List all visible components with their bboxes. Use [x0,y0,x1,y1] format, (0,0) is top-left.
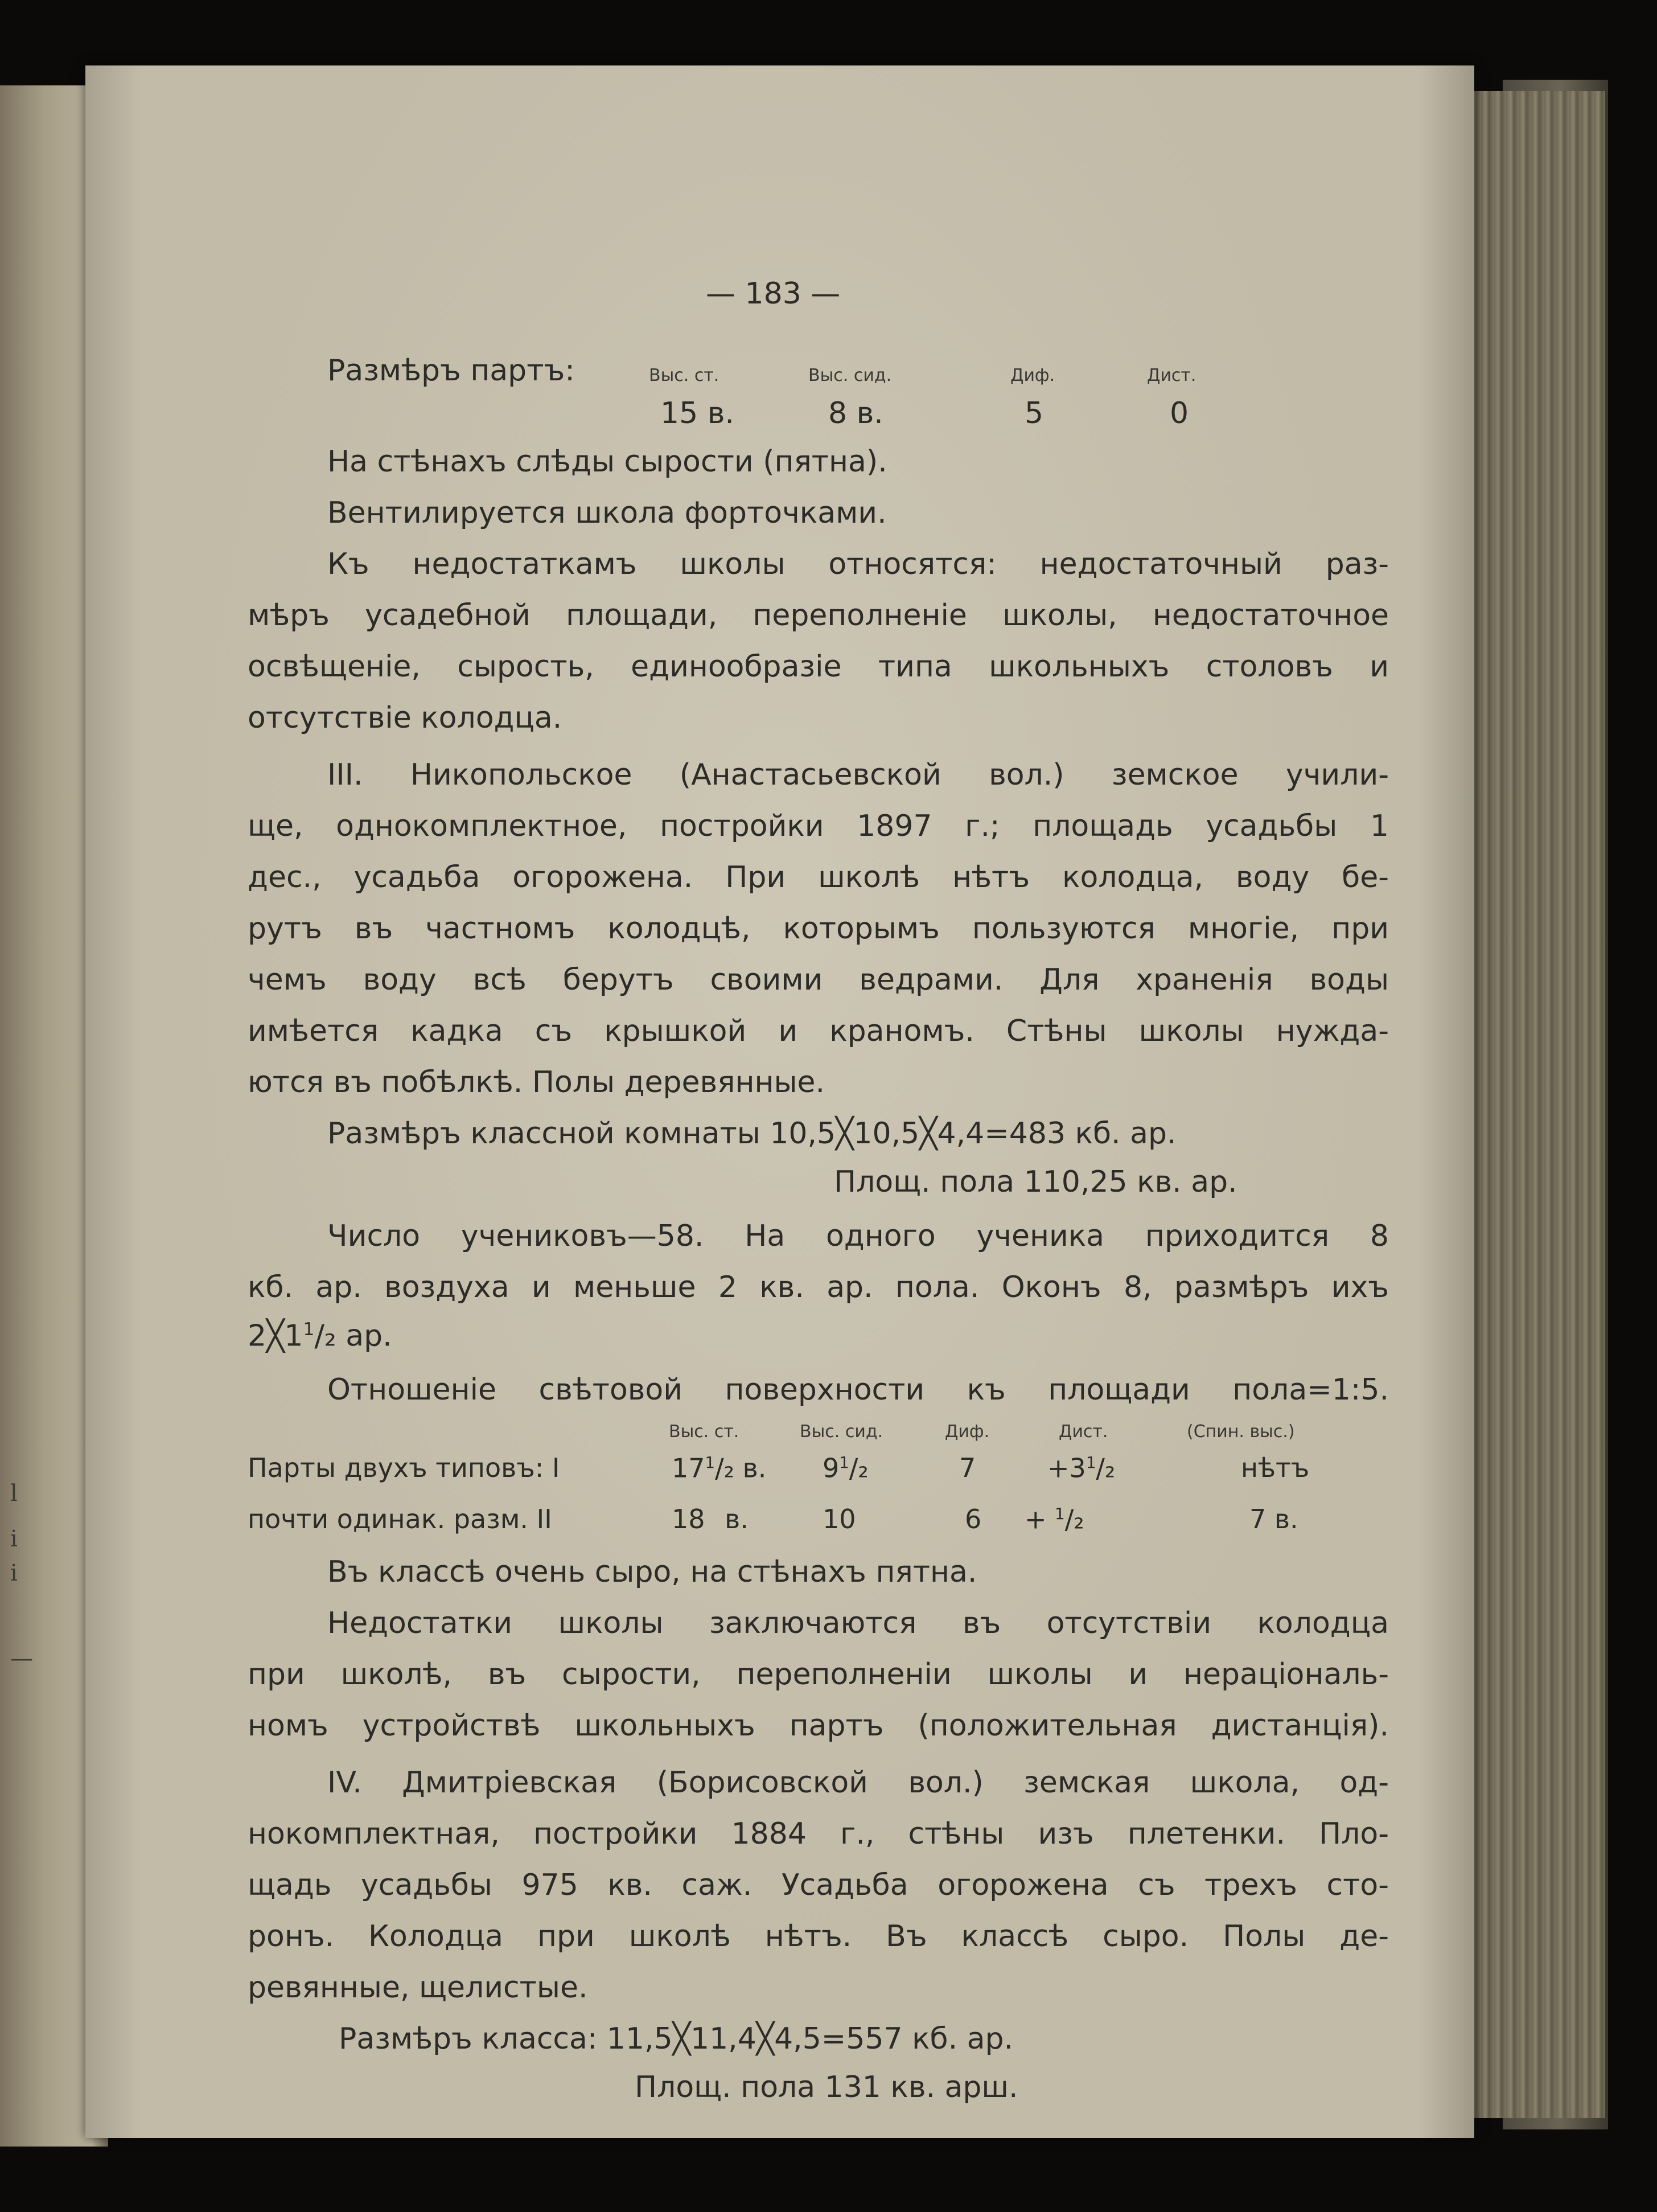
light-ratio: Отношеніе свѣтовой поверхности къ площади пола=1:5. [327,1373,1389,1407]
paragraph-line: чемъ воду всѣ берутъ своими ведрами. Для храненія воды [248,963,1389,997]
paragraph-line: нокомплектная, постройки 1884 г., стѣны изъ плетенки. Пло- [248,1817,1389,1851]
desk-value: 5 [1025,396,1044,430]
paragraph-line: освѣщеніе, сырость, единообразіе типа школьныхъ столовъ и [248,650,1389,684]
paragraph-line: Недостатки школы заключаются въ отсутствіи колодца [327,1606,1389,1640]
desk-cell: + $^1$/₂ [1025,1504,1084,1535]
desk-cell: нѣтъ [1241,1452,1310,1483]
margin-mark: i [10,1526,18,1552]
paragraph-line: Число учениковъ—58. На одного ученика приходится 8 [327,1219,1389,1253]
desk-header: (Спин. выс.) [1187,1422,1295,1442]
left-page-margin-marks [0,1480,68,1936]
window-size: $2╳1^1/_2$ ар. [248,1319,392,1353]
paragraph-line: номъ устройствѣ школьныхъ партъ (положительная дистанція). [248,1709,1389,1743]
desk-header: Выс. сид. [808,366,892,385]
desk-value: 8 в. [828,396,883,430]
desk-header: Дист. [1059,1422,1108,1442]
desk-cell: 10 [823,1504,856,1534]
paragraph-line: III. Никопольское (Анастасьевской вол.) земское учили- [327,758,1389,792]
text-line: Въ классѣ очень сыро, на стѣнахъ пятна. [327,1555,977,1589]
desk-cell: 6 [965,1504,982,1534]
desk-cell: 7 [959,1452,976,1483]
margin-mark: l [10,1480,18,1507]
paragraph-line: имѣется кадка съ крышкой и краномъ. Стѣны школы нужда- [248,1014,1389,1048]
desk-cell: $17^1/_2$ в. [672,1452,767,1484]
desk-header: Дист. [1147,366,1197,385]
desk-row-label: Парты двухъ типовъ: I [248,1452,560,1483]
desk-header: Выс. ст. [669,1422,739,1442]
room-size: Размѣръ классной комнаты 10,5╳10,5╳4,4=483 кб. ар. [327,1117,1177,1151]
book-page [85,65,1474,2138]
paragraph-line: щадь усадьбы 975 кв. саж. Усадьба огорожена съ трехъ сто- [248,1868,1389,1902]
paragraph-line: рутъ въ частномъ колодцѣ, которымъ пользуются многіе, при [248,912,1389,946]
page-edges [1469,91,1605,2118]
floor-area: Площ. пола 110,25 кв. ар. [834,1165,1237,1199]
room-size: Размѣръ класса: 11,5╳11,4╳4,5=557 кб. ар. [339,2022,1014,2056]
desk-value: 15 в. [660,396,734,430]
desk-header: Выс. ст. [649,366,719,385]
desk-size-label: Размѣръ партъ: [327,354,575,388]
desk-header: Выс. сид. [800,1422,883,1442]
margin-mark: — [10,1645,33,1672]
desk-row-label: почти одинак. разм. II [248,1504,552,1534]
desk-cell: 18 в. [672,1504,749,1534]
paragraph-line: Къ недостаткамъ школы относятся: недостаточный раз- [327,547,1389,581]
paragraph-line: при школѣ, въ сырости, переполненіи школы и нераціональ- [248,1657,1389,1692]
desk-value: 0 [1170,396,1189,430]
margin-mark: i [10,1560,18,1586]
paragraph-line: IV. Дмитріевская (Борисовской вол.) земская школа, од- [327,1766,1389,1800]
desk-cell: $+3^1/_2$ [1047,1452,1116,1484]
paragraph-line: ронъ. Колодца при школѣ нѣтъ. Въ классѣ сыро. Полы де- [248,1919,1389,1954]
text-line: Вентилируется школа форточками. [327,496,887,530]
paragraph-line: ще, однокомплектное, постройки 1897 г.; площадь усадьбы 1 [248,809,1389,843]
desk-header: Диф. [1010,366,1055,385]
paragraph-line: дес., усадьба огорожена. При школѣ нѣтъ колодца, воду бе- [248,860,1389,894]
paragraph-line: ются въ побѣлкѣ. Полы деревянные. [248,1065,825,1099]
text-line: На стѣнахъ слѣды сырости (пятна). [327,445,887,479]
floor-area: Площ. пола 131 кв. арш. [635,2070,1018,2104]
desk-cell: $9^1/_2$ [823,1452,869,1484]
paragraph-line: отсутствіе колодца. [248,701,562,735]
desk-header: Диф. [945,1422,990,1442]
desk-cell: 7 в. [1249,1504,1298,1534]
page-number: — 183 — [706,277,841,311]
paragraph-line: ревянные, щелистые. [248,1971,588,2005]
paragraph-line: кб. ар. воздуха и меньше 2 кв. ар. пола. Оконъ 8, размѣръ ихъ [248,1270,1389,1304]
paragraph-line: мѣръ усадебной площади, переполненіе школы, недостаточное [248,598,1389,633]
